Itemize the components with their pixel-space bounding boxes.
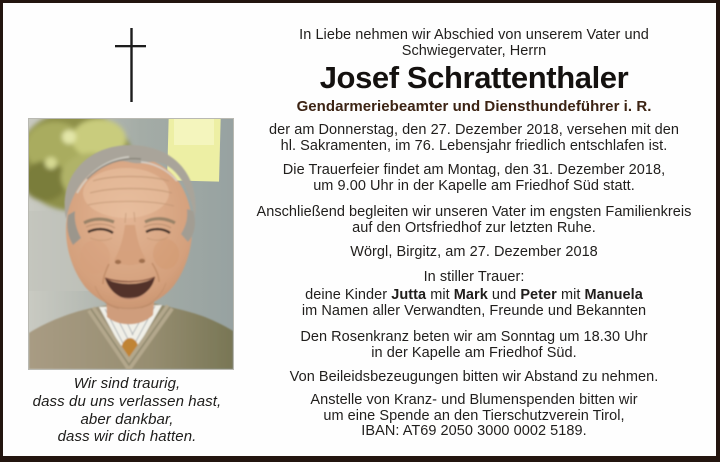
- condolence-note: Von Beileidsbezeugungen bitten wir Abstand zu nehmen.: [289, 369, 659, 385]
- verse-line: dass wir dich hatten.: [57, 428, 197, 446]
- deceased-title: Gendarmeriebeamter und Diensthundeführer i. R.: [296, 98, 652, 115]
- cross-icon: [113, 26, 149, 104]
- family-name: Manuela: [584, 287, 643, 303]
- rosary-info: Den Rosenkranz beten wir am Sonntag um 18.30 Uhr in der Kapelle am Friedhof Süd.: [300, 329, 648, 361]
- family-name: Jutta: [391, 287, 427, 303]
- left-column: [3, 3, 251, 456]
- death-announcement: der am Donnerstag, den 27. Dezember 2018, versehen mit den hl. Sakramenten, im 76. Lebensjahr friedlich entschlafen ist.: [269, 122, 679, 154]
- verse-line: dass du uns verlassen hast,: [32, 392, 222, 410]
- right-column: [243, 3, 705, 456]
- family-name: Mark: [453, 287, 488, 303]
- family-names: deine Kinder Jutta mit Mark und Peter mit Manuela im Namen aller Verwandten, Freunde und Bekannten: [301, 287, 647, 319]
- portrait-photo: [28, 118, 234, 370]
- memorial-verse: [3, 375, 251, 446]
- procession-info: Anschließend begleiten wir unseren Vater im engsten Familienkreis auf den Ortsfriedhof zur letzten Ruhe.: [256, 204, 692, 236]
- verse-line: Wir sind traurig,: [73, 375, 181, 392]
- deceased-name: Josef Schrattenthaler: [319, 60, 629, 95]
- funeral-info: Die Trauerfeier findet am Montag, den 31. Dezember 2018, um 9.00 Uhr in der Kapelle am Friedhof Süd statt.: [282, 162, 666, 194]
- mourning-header: In stiller Trauer:: [423, 269, 525, 285]
- donation-info: Anstelle von Kranz- und Blumenspenden bitten wir um eine Spende an den Tierschutzverein Tirol, IBAN: AT69 2050 3000 0002 5189.: [243, 393, 705, 440]
- iban-line: IBAN: AT69 2050 3000 0002 5189.: [361, 423, 587, 440]
- verse-line: aber dankbar,: [80, 410, 174, 428]
- family-name: Peter: [520, 287, 557, 303]
- date-place-line: Wörgl, Birgitz, am 27. Dezember 2018: [350, 244, 598, 260]
- intro-text: In Liebe nehmen wir Abschied von unserem Vater und Schwiegervater, Herrn: [299, 27, 649, 59]
- painting-decor: [167, 119, 221, 182]
